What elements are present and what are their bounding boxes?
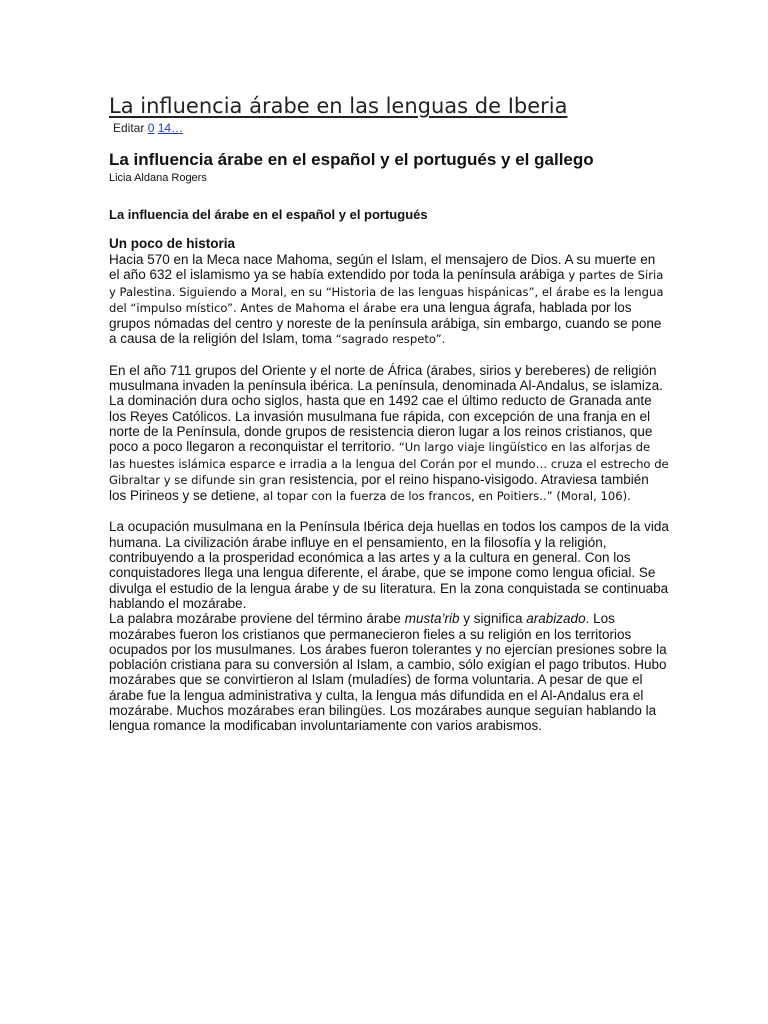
paragraph-1-text-d: “sagrado respeto”. (335, 332, 446, 347)
paragraph-3: La ocupación musulmana en la Península Ibérica deja huellas en todos los campos de la vida humana. La civilización árabe influye en el pensamiento, en la filosofía y la religión, contribuyendo a la prosperidad económica a las artes y a la cultura en general. Con los conquistadores llega una lengua diferente, el árabe, que se impone como lengua oficial. Se divulga el estudio de la lengua árabe y de su literatura. En la zona conquistada se continuaba hablando el mozárabe. (109, 519, 669, 611)
paragraph-1-text-b: y partes de Siria y Palestina. Siguiendo a Moral, en su “Historia de las lenguas hispánicas”, el árabe es la lengua del “impulso místico”. Antes de Mahoma el árabe era (109, 268, 664, 315)
versions-link[interactable]: 14… (157, 121, 184, 135)
edit-label: Editar (113, 121, 145, 135)
term-arabizado: arabizado (526, 611, 586, 627)
edit-row (113, 120, 669, 136)
page-title: La influencia árabe en las lenguas de Iberia (109, 94, 568, 118)
paragraph-1-text-a: Hacia 570 en la Meca nace Mahoma, según el Islam, el mensajero de Dios. A su muerte en el año 632 el islamismo ya se había extendido por toda la península arábiga (109, 252, 656, 283)
paragraph-4-text-a: La palabra mozárabe proviene del término árabe (109, 611, 401, 627)
comments-link[interactable]: 0 (147, 121, 155, 135)
paragraph-2-quote-a: “Un largo viaje lingüístico en las alforjas de las huestes islámica esparce e irradia a la lengua del Corán por el mundo… cruza el estrecho de Gibraltar y se difunde sin gran (109, 440, 669, 487)
paragraph-2-text-c: resistencia, por el reino hispano-visigodo. Atraviesa también los Pirineos y se detiene, (109, 471, 649, 504)
paragraph-1-text-c: una lengua ágrafa, hablada por los grupos nómadas del centro y noreste de la península arábiga, sin embargo, cuando se pone a causa de la religión del Islam, toma (109, 299, 662, 347)
document-content (109, 92, 669, 734)
paragraph-4 (109, 611, 669, 733)
section-title: La influencia del árabe en el español y el portugués (109, 207, 428, 222)
paragraph-1 (109, 252, 669, 348)
paragraph-4-text-c: . Los mozárabes fueron los cristianos que permanecieron fieles a su religión en los territorios ocupados por los musulmanes. Los árabes fueron tolerantes y no ejercían presiones sobre la población cristiana para su conversión al Islam, a cambio, sólo exigían el pago tributos. Hubo mozárabes que se convirtieron al Islam (muladíes) de forma voluntaria. A pesar de que el árabe fue la lengua administrativa y culta, la lengua más difundida en el Al-Andalus era el mozárabe. Muchos mozárabes eran bilingües. Los mozárabes aunque seguían hablando la lengua romance la modificaban involuntariamente con varios arabismos. (109, 611, 667, 734)
subsection-title: Un poco de historia (109, 236, 236, 251)
article-title: La influencia árabe en el español y el portugués y el gallego (109, 150, 594, 169)
paragraph-2 (109, 363, 669, 505)
term-musta-rib: musta’rib (404, 611, 460, 627)
paragraph-2-text-a: En el año 711 grupos del Oriente y el norte de África (árabes, sirios y bereberes) de religión musulmana invaden la península ibérica. La península, denominada Al-Andalus, se islamiza. La dominación dura ocho siglos, hasta que en 1492 cae el último reducto de Granada ante los Reyes Católicos. La invasión musulmana fue rápida, con excepción de una franja en el norte de la Península, donde grupos de resistencia dieron lugar a los reinos cristianos, que poco a poco llegaron a reconquistar el territorio. (109, 362, 663, 455)
article-author: Licia Aldana Rogers (109, 172, 207, 184)
paragraph-4-text-b: y significa (463, 611, 523, 627)
paragraph-2-quote-b: al topar con la fuerza de los francos, en Poitiers..” (Moral, 106). (262, 489, 631, 504)
